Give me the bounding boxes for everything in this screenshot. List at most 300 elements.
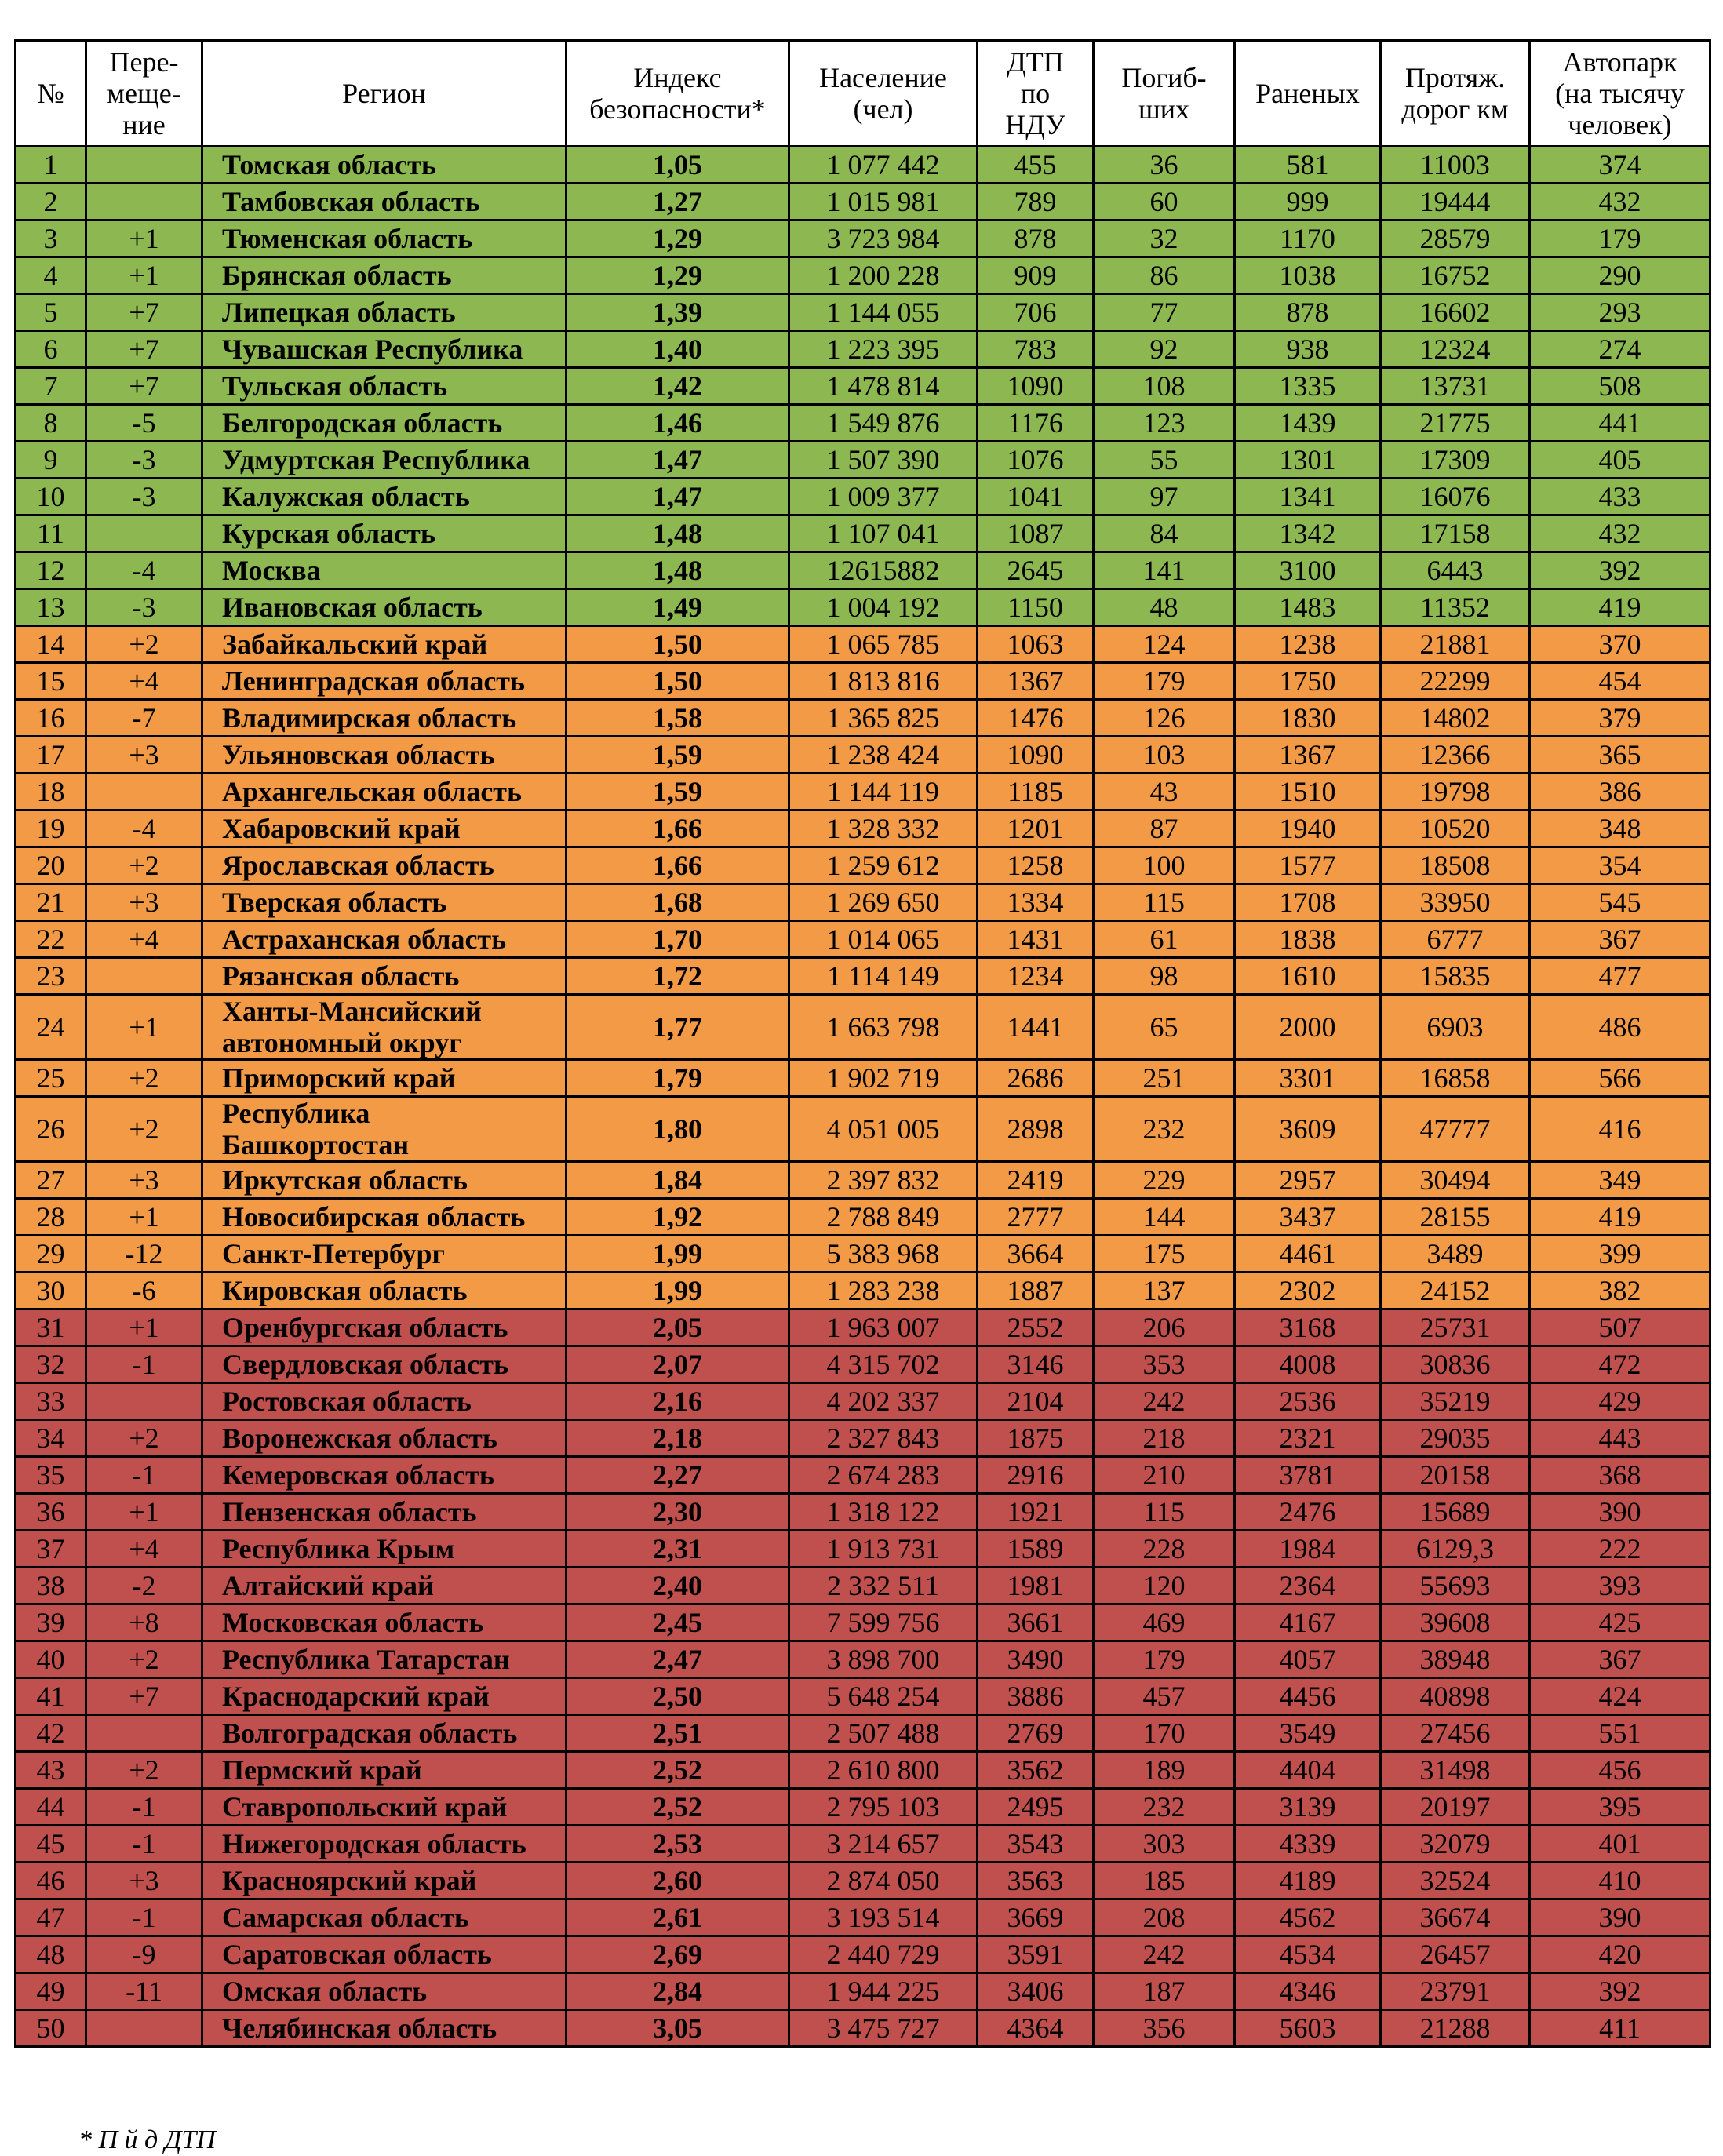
cell-road-length: 6443 <box>1381 552 1530 589</box>
cell-killed: 60 <box>1094 184 1235 220</box>
cell-population: 7 599 756 <box>789 1604 978 1641</box>
cell-number: 16 <box>16 700 86 737</box>
cell-movement: +2 <box>86 1752 202 1789</box>
cell-movement: -3 <box>86 442 202 479</box>
cell-accidents: 1981 <box>978 1568 1094 1604</box>
cell-car-fleet: 367 <box>1530 921 1710 958</box>
cell-accidents: 789 <box>978 184 1094 220</box>
cell-population: 1 269 650 <box>789 884 978 921</box>
cell-car-fleet: 545 <box>1530 884 1710 921</box>
cell-car-fleet: 432 <box>1530 515 1710 552</box>
cell-number: 9 <box>16 442 86 479</box>
cell-region: Республика Татарстан <box>202 1641 566 1678</box>
cell-accidents: 1258 <box>978 847 1094 884</box>
cell-accidents: 1185 <box>978 774 1094 810</box>
cell-number: 26 <box>16 1097 86 1162</box>
table-row <box>16 1273 1710 1309</box>
cell-road-length: 19444 <box>1381 184 1530 220</box>
cell-road-length: 16076 <box>1381 479 1530 515</box>
cell-region: Краснодарский край <box>202 1678 566 1715</box>
cell-number: 13 <box>16 589 86 626</box>
cell-population: 2 397 832 <box>789 1162 978 1199</box>
cell-accidents: 1087 <box>978 515 1094 552</box>
cell-population: 1 065 785 <box>789 626 978 663</box>
cell-car-fleet: 354 <box>1530 847 1710 884</box>
cell-number: 24 <box>16 995 86 1060</box>
cell-population: 2 795 103 <box>789 1789 978 1826</box>
cell-safety-index: 1,48 <box>566 552 789 589</box>
cell-injured: 4008 <box>1235 1346 1381 1383</box>
cell-safety-index: 1,99 <box>566 1236 789 1273</box>
cell-number: 37 <box>16 1531 86 1568</box>
cell-movement: -4 <box>86 552 202 589</box>
cell-injured: 1830 <box>1235 700 1381 737</box>
cell-road-length: 11003 <box>1381 147 1530 184</box>
cell-population: 1 663 798 <box>789 995 978 1060</box>
cell-safety-index: 2,18 <box>566 1420 789 1457</box>
cell-injured: 2536 <box>1235 1383 1381 1420</box>
header-number: № <box>16 41 86 147</box>
cell-movement: +4 <box>86 663 202 700</box>
cell-population: 1 902 719 <box>789 1060 978 1097</box>
cell-car-fleet: 368 <box>1530 1457 1710 1494</box>
cell-number: 49 <box>16 1973 86 2010</box>
cell-accidents: 1921 <box>978 1494 1094 1531</box>
cell-killed: 457 <box>1094 1678 1235 1715</box>
cell-safety-index: 1,66 <box>566 847 789 884</box>
cell-region: Санкт-Петербург <box>202 1236 566 1273</box>
cell-movement: +2 <box>86 1097 202 1162</box>
cell-accidents: 2104 <box>978 1383 1094 1420</box>
cell-injured: 4562 <box>1235 1899 1381 1936</box>
header-injured: Раненых <box>1235 41 1381 147</box>
cell-region: Удмуртская Республика <box>202 442 566 479</box>
header-row <box>16 41 1710 147</box>
cell-movement <box>86 1383 202 1420</box>
cell-movement: +4 <box>86 1531 202 1568</box>
cell-killed: 218 <box>1094 1420 1235 1457</box>
cell-accidents: 1063 <box>978 626 1094 663</box>
cell-number: 48 <box>16 1936 86 1973</box>
header-safety-index: Индекс безопасности* <box>566 41 789 147</box>
cell-population: 4 202 337 <box>789 1383 978 1420</box>
cell-population: 1 318 122 <box>789 1494 978 1531</box>
cell-killed: 100 <box>1094 847 1235 884</box>
cell-car-fleet: 410 <box>1530 1863 1710 1899</box>
cell-movement: -9 <box>86 1936 202 1973</box>
cell-population: 1 963 007 <box>789 1309 978 1346</box>
cell-population: 1 507 390 <box>789 442 978 479</box>
cell-road-length: 16752 <box>1381 257 1530 294</box>
cell-car-fleet: 386 <box>1530 774 1710 810</box>
cell-road-length: 26457 <box>1381 1936 1530 1973</box>
table-header <box>16 41 1710 147</box>
cell-region: Московская область <box>202 1604 566 1641</box>
cell-killed: 353 <box>1094 1346 1235 1383</box>
cell-number: 33 <box>16 1383 86 1420</box>
cell-number: 44 <box>16 1789 86 1826</box>
cell-accidents: 1589 <box>978 1531 1094 1568</box>
cell-movement: -3 <box>86 479 202 515</box>
table-row <box>16 921 1710 958</box>
cell-movement: +1 <box>86 1494 202 1531</box>
cell-movement <box>86 515 202 552</box>
cell-number: 47 <box>16 1899 86 1936</box>
cell-road-length: 14802 <box>1381 700 1530 737</box>
cell-injured: 1367 <box>1235 737 1381 774</box>
cell-movement: +7 <box>86 331 202 368</box>
cell-movement: +7 <box>86 368 202 405</box>
cell-movement: -1 <box>86 1457 202 1494</box>
cell-population: 1 114 149 <box>789 958 978 995</box>
cell-killed: 170 <box>1094 1715 1235 1752</box>
cell-region: Чувашская Республика <box>202 331 566 368</box>
cell-road-length: 17309 <box>1381 442 1530 479</box>
table-row <box>16 1604 1710 1641</box>
cell-population: 3 898 700 <box>789 1641 978 1678</box>
cell-number: 50 <box>16 2010 86 2047</box>
cell-safety-index: 1,59 <box>566 774 789 810</box>
cell-car-fleet: 424 <box>1530 1678 1710 1715</box>
cell-road-length: 20197 <box>1381 1789 1530 1826</box>
cell-injured: 4167 <box>1235 1604 1381 1641</box>
cell-car-fleet: 432 <box>1530 184 1710 220</box>
cell-safety-index: 1,05 <box>566 147 789 184</box>
cell-movement: +1 <box>86 220 202 257</box>
cell-accidents: 3669 <box>978 1899 1094 1936</box>
cell-region: Алтайский край <box>202 1568 566 1604</box>
cell-injured: 1577 <box>1235 847 1381 884</box>
cell-movement <box>86 184 202 220</box>
cell-safety-index: 2,05 <box>566 1309 789 1346</box>
cell-road-length: 19798 <box>1381 774 1530 810</box>
cell-car-fleet: 411 <box>1530 2010 1710 2047</box>
cell-region: Нижегородская область <box>202 1826 566 1863</box>
cell-population: 12615882 <box>789 552 978 589</box>
cell-region: Приморский край <box>202 1060 566 1097</box>
header-accidents: ДТП по НДУ <box>978 41 1094 147</box>
cell-injured: 3781 <box>1235 1457 1381 1494</box>
cell-number: 12 <box>16 552 86 589</box>
cell-car-fleet: 179 <box>1530 220 1710 257</box>
footnote: * П й д ДТП <box>78 2125 216 2154</box>
cell-population: 3 214 657 <box>789 1826 978 1863</box>
table-row <box>16 1936 1710 1973</box>
cell-region: Хабаровский край <box>202 810 566 847</box>
cell-injured: 1301 <box>1235 442 1381 479</box>
cell-killed: 120 <box>1094 1568 1235 1604</box>
rating-table <box>14 39 1711 2048</box>
cell-injured: 3301 <box>1235 1060 1381 1097</box>
cell-safety-index: 2,47 <box>566 1641 789 1678</box>
cell-killed: 92 <box>1094 331 1235 368</box>
cell-safety-index: 1,40 <box>566 331 789 368</box>
cell-accidents: 3664 <box>978 1236 1094 1273</box>
table-row <box>16 220 1710 257</box>
cell-injured: 1510 <box>1235 774 1381 810</box>
cell-region: Владимирская область <box>202 700 566 737</box>
cell-injured: 2000 <box>1235 995 1381 1060</box>
cell-injured: 999 <box>1235 184 1381 220</box>
cell-accidents: 1431 <box>978 921 1094 958</box>
cell-car-fleet: 390 <box>1530 1899 1710 1936</box>
cell-number: 17 <box>16 737 86 774</box>
cell-accidents: 3146 <box>978 1346 1094 1383</box>
cell-safety-index: 2,60 <box>566 1863 789 1899</box>
table-row <box>16 1309 1710 1346</box>
cell-population: 1 004 192 <box>789 589 978 626</box>
cell-road-length: 17158 <box>1381 515 1530 552</box>
cell-number: 7 <box>16 368 86 405</box>
cell-killed: 98 <box>1094 958 1235 995</box>
cell-killed: 77 <box>1094 294 1235 331</box>
cell-number: 1 <box>16 147 86 184</box>
cell-killed: 36 <box>1094 147 1235 184</box>
cell-road-length: 15835 <box>1381 958 1530 995</box>
cell-region: Ярославская область <box>202 847 566 884</box>
cell-region: Тульская область <box>202 368 566 405</box>
cell-safety-index: 2,45 <box>566 1604 789 1641</box>
cell-region: Ханты-Мансийский автономный округ <box>202 995 566 1060</box>
cell-number: 34 <box>16 1420 86 1457</box>
table-row <box>16 1494 1710 1531</box>
cell-safety-index: 2,52 <box>566 1789 789 1826</box>
cell-killed: 137 <box>1094 1273 1235 1309</box>
cell-number: 19 <box>16 810 86 847</box>
cell-injured: 1439 <box>1235 405 1381 442</box>
cell-movement: +1 <box>86 1309 202 1346</box>
cell-safety-index: 1,77 <box>566 995 789 1060</box>
cell-killed: 185 <box>1094 1863 1235 1899</box>
cell-accidents: 2916 <box>978 1457 1094 1494</box>
cell-killed: 108 <box>1094 368 1235 405</box>
cell-road-length: 12324 <box>1381 331 1530 368</box>
cell-region: Тамбовская область <box>202 184 566 220</box>
cell-accidents: 3886 <box>978 1678 1094 1715</box>
cell-car-fleet: 508 <box>1530 368 1710 405</box>
cell-region: Ульяновская область <box>202 737 566 774</box>
cell-road-length: 38948 <box>1381 1641 1530 1678</box>
cell-road-length: 18508 <box>1381 847 1530 884</box>
cell-killed: 469 <box>1094 1604 1235 1641</box>
cell-number: 43 <box>16 1752 86 1789</box>
cell-number: 21 <box>16 884 86 921</box>
cell-population: 1 478 814 <box>789 368 978 405</box>
cell-population: 1 238 424 <box>789 737 978 774</box>
cell-injured: 1038 <box>1235 257 1381 294</box>
cell-car-fleet: 290 <box>1530 257 1710 294</box>
cell-killed: 206 <box>1094 1309 1235 1346</box>
cell-accidents: 2777 <box>978 1199 1094 1236</box>
cell-killed: 86 <box>1094 257 1235 294</box>
cell-population: 1 144 119 <box>789 774 978 810</box>
cell-safety-index: 1,49 <box>566 589 789 626</box>
header-population: Население (чел) <box>789 41 978 147</box>
cell-movement: +1 <box>86 257 202 294</box>
table-row <box>16 1826 1710 1863</box>
cell-accidents: 1150 <box>978 589 1094 626</box>
cell-movement: +2 <box>86 1641 202 1678</box>
cell-region: Архангельская область <box>202 774 566 810</box>
cell-movement: -2 <box>86 1568 202 1604</box>
cell-population: 1 328 332 <box>789 810 978 847</box>
cell-region: Ивановская область <box>202 589 566 626</box>
cell-number: 41 <box>16 1678 86 1715</box>
cell-safety-index: 2,16 <box>566 1383 789 1420</box>
cell-injured: 2957 <box>1235 1162 1381 1199</box>
cell-injured: 1750 <box>1235 663 1381 700</box>
cell-number: 11 <box>16 515 86 552</box>
cell-accidents: 2645 <box>978 552 1094 589</box>
cell-killed: 229 <box>1094 1162 1235 1199</box>
cell-number: 30 <box>16 1273 86 1309</box>
cell-injured: 1708 <box>1235 884 1381 921</box>
cell-safety-index: 2,84 <box>566 1973 789 2010</box>
cell-killed: 97 <box>1094 479 1235 515</box>
cell-population: 1 077 442 <box>789 147 978 184</box>
cell-road-length: 28579 <box>1381 220 1530 257</box>
cell-safety-index: 2,53 <box>566 1826 789 1863</box>
table-row <box>16 184 1710 220</box>
cell-road-length: 30494 <box>1381 1162 1530 1199</box>
cell-safety-index: 1,47 <box>566 479 789 515</box>
cell-accidents: 1090 <box>978 737 1094 774</box>
cell-region: Кировская область <box>202 1273 566 1309</box>
cell-road-length: 15689 <box>1381 1494 1530 1531</box>
cell-safety-index: 1,29 <box>566 220 789 257</box>
cell-number: 28 <box>16 1199 86 1236</box>
cell-number: 39 <box>16 1604 86 1641</box>
cell-injured: 2321 <box>1235 1420 1381 1457</box>
cell-car-fleet: 425 <box>1530 1604 1710 1641</box>
cell-killed: 48 <box>1094 589 1235 626</box>
cell-killed: 84 <box>1094 515 1235 552</box>
cell-killed: 32 <box>1094 220 1235 257</box>
cell-killed: 242 <box>1094 1383 1235 1420</box>
cell-car-fleet: 416 <box>1530 1097 1710 1162</box>
table-row <box>16 552 1710 589</box>
cell-accidents: 1887 <box>978 1273 1094 1309</box>
cell-road-length: 32524 <box>1381 1863 1530 1899</box>
cell-killed: 242 <box>1094 1936 1235 1973</box>
cell-car-fleet: 293 <box>1530 294 1710 331</box>
cell-accidents: 2686 <box>978 1060 1094 1097</box>
cell-accidents: 3661 <box>978 1604 1094 1641</box>
cell-number: 5 <box>16 294 86 331</box>
cell-region: Липецкая область <box>202 294 566 331</box>
cell-injured: 5603 <box>1235 2010 1381 2047</box>
cell-safety-index: 2,52 <box>566 1752 789 1789</box>
table-row <box>16 1899 1710 1936</box>
cell-safety-index: 1,66 <box>566 810 789 847</box>
table-row <box>16 257 1710 294</box>
cell-road-length: 36674 <box>1381 1899 1530 1936</box>
cell-road-length: 27456 <box>1381 1715 1530 1752</box>
table-row <box>16 884 1710 921</box>
cell-killed: 210 <box>1094 1457 1235 1494</box>
cell-accidents: 1041 <box>978 479 1094 515</box>
cell-accidents: 1367 <box>978 663 1094 700</box>
cell-killed: 179 <box>1094 1641 1235 1678</box>
cell-movement: +3 <box>86 884 202 921</box>
cell-injured: 3609 <box>1235 1097 1381 1162</box>
cell-population: 4 315 702 <box>789 1346 978 1383</box>
cell-road-length: 21881 <box>1381 626 1530 663</box>
table-body <box>16 147 1710 2047</box>
cell-killed: 228 <box>1094 1531 1235 1568</box>
cell-region: Тюменская область <box>202 220 566 257</box>
cell-killed: 179 <box>1094 663 1235 700</box>
cell-region: Новосибирская область <box>202 1199 566 1236</box>
cell-killed: 356 <box>1094 2010 1235 2047</box>
cell-accidents: 2552 <box>978 1309 1094 1346</box>
cell-accidents: 783 <box>978 331 1094 368</box>
table-row <box>16 995 1710 1060</box>
cell-car-fleet: 456 <box>1530 1752 1710 1789</box>
cell-region: Томская область <box>202 147 566 184</box>
cell-killed: 141 <box>1094 552 1235 589</box>
cell-region: Рязанская область <box>202 958 566 995</box>
cell-injured: 1838 <box>1235 921 1381 958</box>
cell-accidents: 3563 <box>978 1863 1094 1899</box>
cell-accidents: 455 <box>978 147 1094 184</box>
cell-number: 4 <box>16 257 86 294</box>
cell-region: Оренбургская область <box>202 1309 566 1346</box>
cell-movement: +3 <box>86 1162 202 1199</box>
cell-region: Республика Башкортостан <box>202 1097 566 1162</box>
table-row <box>16 847 1710 884</box>
cell-population: 5 383 968 <box>789 1236 978 1273</box>
cell-road-length: 6129,3 <box>1381 1531 1530 1568</box>
cell-number: 22 <box>16 921 86 958</box>
cell-safety-index: 2,31 <box>566 1531 789 1568</box>
cell-killed: 232 <box>1094 1097 1235 1162</box>
cell-population: 1 283 238 <box>789 1273 978 1309</box>
cell-car-fleet: 367 <box>1530 1641 1710 1678</box>
cell-safety-index: 1,79 <box>566 1060 789 1097</box>
cell-number: 42 <box>16 1715 86 1752</box>
table-row <box>16 147 1710 184</box>
cell-road-length: 39608 <box>1381 1604 1530 1641</box>
cell-region: Тверская область <box>202 884 566 921</box>
table-row <box>16 1715 1710 1752</box>
cell-number: 32 <box>16 1346 86 1383</box>
cell-accidents: 3490 <box>978 1641 1094 1678</box>
cell-safety-index: 1,99 <box>566 1273 789 1309</box>
cell-movement: -12 <box>86 1236 202 1273</box>
cell-safety-index: 1,68 <box>566 884 789 921</box>
cell-movement <box>86 2010 202 2047</box>
cell-safety-index: 1,58 <box>566 700 789 737</box>
cell-accidents: 3591 <box>978 1936 1094 1973</box>
cell-region: Ростовская область <box>202 1383 566 1420</box>
cell-population: 3 193 514 <box>789 1899 978 1936</box>
cell-region: Ленинградская область <box>202 663 566 700</box>
cell-safety-index: 2,07 <box>566 1346 789 1383</box>
cell-accidents: 1076 <box>978 442 1094 479</box>
table-row <box>16 1383 1710 1420</box>
table-row <box>16 1236 1710 1273</box>
cell-population: 3 723 984 <box>789 220 978 257</box>
cell-population: 1 549 876 <box>789 405 978 442</box>
cell-region: Пермский край <box>202 1752 566 1789</box>
cell-injured: 2302 <box>1235 1273 1381 1309</box>
cell-population: 2 674 283 <box>789 1457 978 1494</box>
cell-region: Воронежская область <box>202 1420 566 1457</box>
table-row <box>16 1678 1710 1715</box>
cell-killed: 251 <box>1094 1060 1235 1097</box>
cell-killed: 303 <box>1094 1826 1235 1863</box>
